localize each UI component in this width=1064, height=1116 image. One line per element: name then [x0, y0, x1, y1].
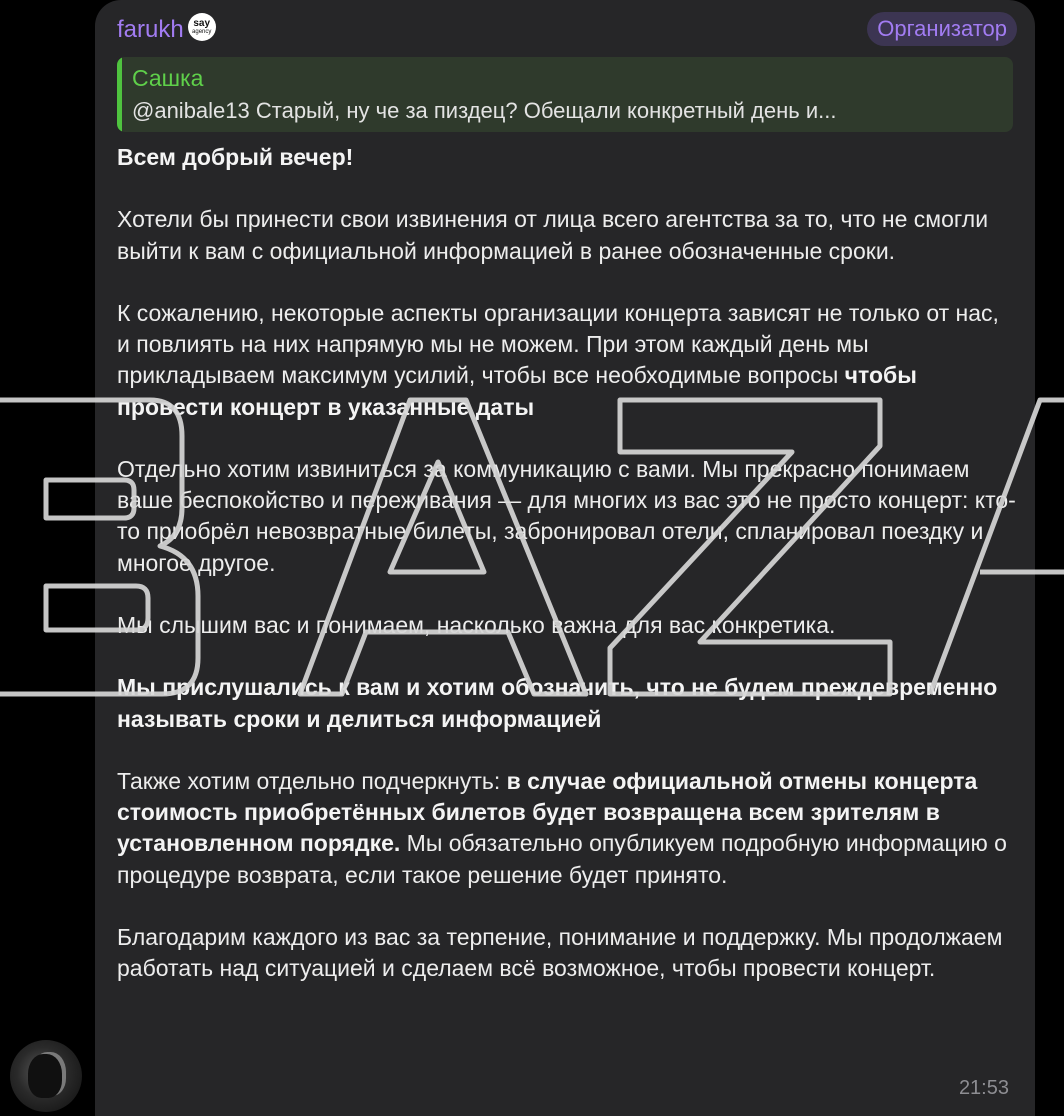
agency-badge-line2: agency [192, 28, 212, 35]
bold-text: в случае официальной отмены концерта стоимость приобретённых билетов будет возвращена всем зрителям в установленном порядке. [117, 767, 978, 857]
bold-text: чтобы провести концерт в указанные даты [117, 362, 917, 420]
sender-name[interactable]: farukh [117, 16, 184, 43]
message-paragraph: Благодарим каждого из вас за терпение, понимание и поддержку. Мы продолжаем работать над ситуацией и сделаем всё возможное, чтобы провести концерт. [117, 923, 1003, 982]
greeting-text: Всем добрый вечер! [117, 144, 354, 170]
agency-badge-line1: say [193, 17, 211, 29]
message-paragraph [117, 142, 1017, 173]
message-paragraph: Отдельно хотим извиниться за коммуникацию с вами. Мы прекрасно понимаем ваше беспокойство и переживания — для многих из вас это не просто концерт: кто-то приобрёл невозвратные билеты, забронировал отели, спланировал поездку и многое другое. [117, 455, 1016, 576]
reply-text: @anibale13 Старый, ну че за пиздец? Обещали конкретный день и... [132, 98, 837, 123]
sender-row [117, 14, 216, 46]
message-paragraph [117, 298, 1017, 423]
message-paragraph [117, 672, 1017, 734]
paragraph-text: Мы обязательно опубликуем подробную информацию о процедуре возврата, если такое решение будет принято. [117, 830, 1007, 888]
message-paragraph: Мы слышим вас и понимаем, насколько важна для вас конкретика. [117, 611, 836, 638]
reply-quote[interactable] [117, 57, 1013, 132]
message-timestamp: 21:53 [958, 1077, 1009, 1099]
sender-avatar[interactable] [10, 1040, 82, 1112]
agency-badge-icon [188, 13, 216, 41]
avatar-silhouette-icon [28, 1054, 62, 1098]
bold-text: Мы прислушались к вам и хотим обозначить, что не будем преждевременно называть сроки и делиться информацией [117, 674, 998, 732]
message-text [117, 142, 1017, 984]
message-bubble[interactable] [95, 0, 1035, 1116]
reply-author: Сашка [132, 65, 204, 91]
message-paragraph [117, 766, 1017, 891]
role-badge: Организатор [867, 12, 1017, 46]
reply-accent-bar [117, 57, 122, 132]
paragraph-text: К сожалению, некоторые аспекты организации концерта зависят не только от нас, и повлиять на них напрямую мы не можем. При этом каждый день мы прикладываем максимум усилий, чтобы все необходимые вопросы [117, 299, 999, 389]
message-paragraph: Хотели бы принести свои извинения от лица всего агентства за то, что не смогли выйти к вам с официальной информацией в ранее обозначенные сроки. [117, 206, 989, 264]
paragraph-text: Также хотим отдельно подчеркнуть: [117, 767, 507, 794]
